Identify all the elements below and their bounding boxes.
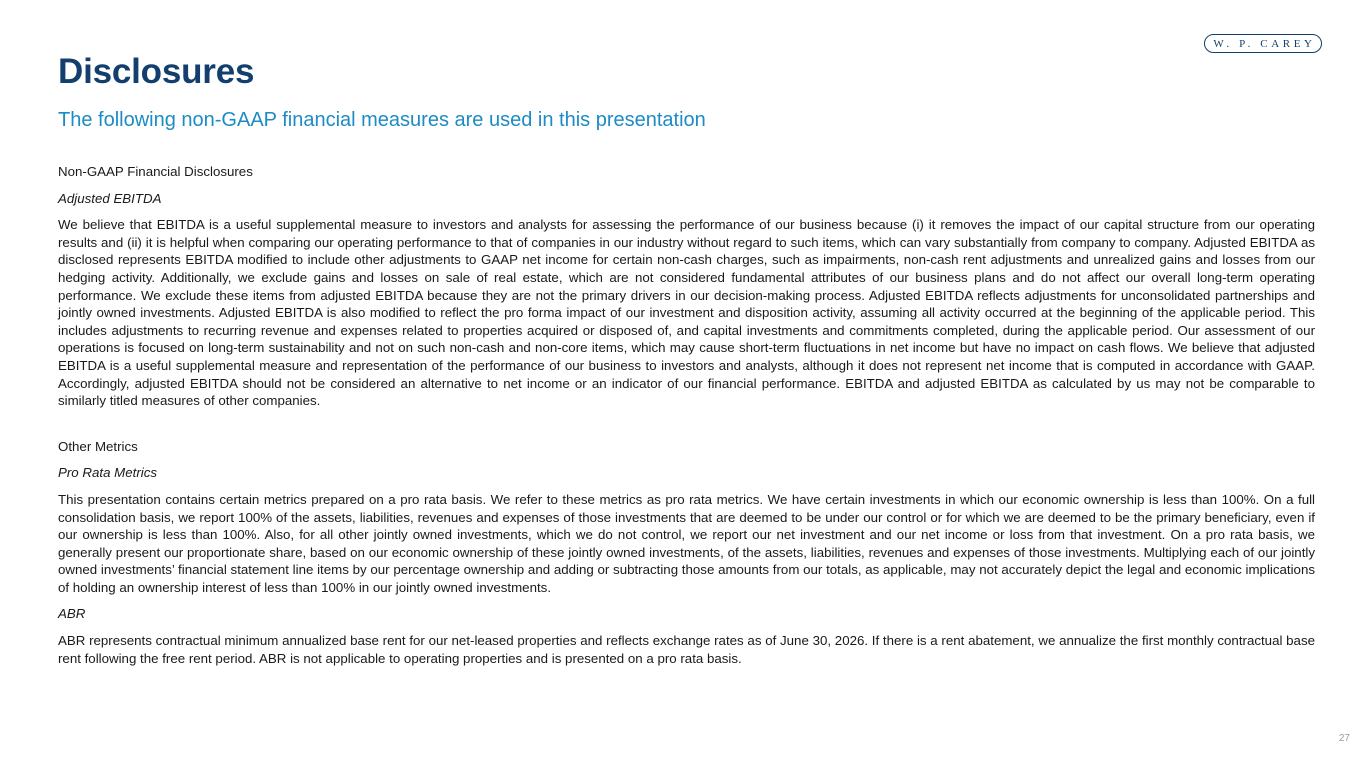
page-title: Disclosures	[58, 52, 255, 91]
non-gaap-heading: Non-GAAP Financial Disclosures	[58, 164, 253, 179]
page-subtitle: The following non-GAAP financial measures are used in this presentation	[58, 109, 706, 131]
disclosure-content	[58, 163, 1315, 667]
other-metrics-heading: Other Metrics	[58, 438, 138, 454]
section-spacer	[58, 410, 1315, 438]
paragraph-spacer	[58, 596, 1315, 605]
abr-subheading: ABR	[58, 606, 86, 622]
company-logo: W. P. CAREY	[1204, 34, 1322, 53]
pro-rata-metrics-subheading: Pro Rata Metrics	[58, 465, 158, 481]
abr-paragraph: ABR represents contractual minimum annualized base rent for our net-leased properties and reflects exchange rates as of June 30, 2026. If there is a rent abatement, we annualize the first monthly contractual base rent following the free rent period. ABR is not applicable to operating properties and is presented on a pro rata basis.	[58, 633, 1315, 666]
adjusted-ebitda-subheading: Adjusted EBITDA	[58, 190, 162, 206]
pro-rata-metrics-paragraph: This presentation contains certain metrics prepared on a pro rata basis. We refer to these metrics as pro rata metrics. We have certain investments in which our economic ownership is less than 100%. On a full consolidation basis, we report 100% of the assets, liabilities, revenues and expenses of those investments that are deemed to be under our control or for which we are deemed to be the primary beneficiary, even if our ownership is less than 100%. Also, for all other jointly owned investments, which we do not control, we report our net investment and our net income or loss from that investment. On a pro rata basis, we generally present our proportionate share, based on our economic ownership of these jointly owned investments, of the assets, liabilities, revenues and expenses of those investments. Multiplying each of our jointly owned investments’ financial statement line items by our percentage ownership and adding or subtracting those amounts from our totals, as applicable, may not accurately depict the legal and economic implications of holding an ownership interest of less than 100% in our jointly owned investments.	[58, 491, 1315, 595]
adjusted-ebitda-paragraph: We believe that EBITDA is a useful supplemental measure to investors and analysts for assessing the performance of our business because (i) it removes the impact of our capital structure from our operating results and (ii) it is helpful when comparing our operating performance to that of companies in our industry without regard to such items, which can vary substantially from company to company. Adjusted EBITDA as disclosed represents EBITDA modified to include other adjustments to GAAP net income for certain non-cash charges, such as impairments, non-cash rent adjustments and unrealized gains and losses from our hedging activity. Additionally, we exclude gains and losses on sale of real estate, which are not considered fundamental attributes of our business plans and do not affect our overall long-term operating performance. We exclude these items from adjusted EBITDA because they are not the primary drivers in our decision-making process. Adjusted EBITDA reflects adjustments for unconsolidated partnerships and jointly owned investments. Adjusted EBITDA is also modified to reflect the pro forma impact of our investment and disposition activity, assuming all activity occurred at the beginning of the applicable period. This includes adjustments to recurring revenue and expenses related to properties acquired or disposed of, and capital investments and commitments completed, during the applicable period. Our assessment of our operations is focused on long-term sustainability and not on such non-cash and non-core items, which may cause short-term fluctuations in net income but have no impact on cash flows. We believe that adjusted EBITDA is a useful supplemental measure and representation of the performance of our business to investors and analysts, although it does not represent net income that is computed in accordance with GAAP. Accordingly, adjusted EBITDA should not be considered an alternative to net income or an indicator of our financial performance. EBITDA and adjusted EBITDA as calculated by us may not be comparable to similarly titled measures of other companies.	[58, 217, 1315, 409]
page-number: 27	[1338, 733, 1350, 744]
